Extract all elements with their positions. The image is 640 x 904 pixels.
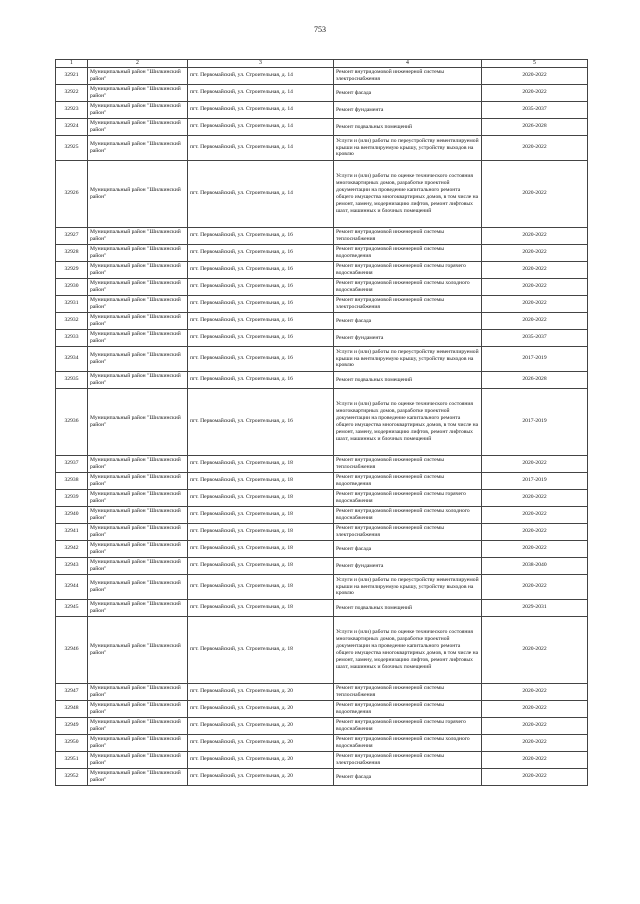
- period-cell: 2017-2019: [482, 347, 588, 372]
- period-cell: 2020-2022: [482, 262, 588, 279]
- address-cell: пгт. Первомайский, ул. Строительная, д. 16: [188, 262, 334, 279]
- period-cell: 2026-2028: [482, 372, 588, 389]
- record-number: 32923: [56, 102, 88, 119]
- record-number: 32929: [56, 262, 88, 279]
- period-cell: 2017-2019: [482, 389, 588, 456]
- municipality-cell: Муниципальный район "Шилкинский район": [88, 752, 188, 769]
- header-row: [56, 60, 588, 68]
- table-row: [56, 684, 588, 701]
- table-row: [56, 718, 588, 735]
- record-number: 32951: [56, 752, 88, 769]
- record-number: 32941: [56, 524, 88, 541]
- period-cell: 2020-2022: [482, 769, 588, 786]
- period-cell: 2020-2022: [482, 507, 588, 524]
- period-cell: 2020-2022: [482, 68, 588, 85]
- record-number: 32928: [56, 245, 88, 262]
- table-row: [56, 372, 588, 389]
- table-row: [56, 313, 588, 330]
- period-cell: 2020-2022: [482, 684, 588, 701]
- municipality-cell: Муниципальный район "Шилкинский район": [88, 262, 188, 279]
- work-type-cell: Услуги и (или) работы по оценке технического состояния многоквартирных домов, разработке проектной документации на проведение капитального ремонта общего имущества многоквартирных домов, в том числе на ремонт, замену, модернизацию лифтов, ремонт лифтовых шахт, машинных и блочных помещений: [334, 161, 482, 228]
- record-number: 32935: [56, 372, 88, 389]
- work-type-cell: Ремонт фасада: [334, 769, 482, 786]
- record-number: 32926: [56, 161, 88, 228]
- period-cell: 2020-2022: [482, 245, 588, 262]
- work-type-cell: Ремонт фундамента: [334, 558, 482, 575]
- record-number: 32939: [56, 490, 88, 507]
- period-cell: 2020-2022: [482, 490, 588, 507]
- work-type-cell: Ремонт внутридомовой инженерной системы электроснабжения: [334, 68, 482, 85]
- table-body: [56, 68, 588, 786]
- record-number: 32949: [56, 718, 88, 735]
- work-type-cell: Ремонт внутридомовой инженерной системы электроснабжения: [334, 524, 482, 541]
- address-cell: пгт. Первомайский, ул. Строительная, д. 14: [188, 85, 334, 102]
- municipality-cell: Муниципальный район "Шилкинский район": [88, 372, 188, 389]
- register-table: [55, 59, 588, 786]
- period-cell: 2020-2022: [482, 279, 588, 296]
- address-cell: пгт. Первомайский, ул. Строительная, д. 18: [188, 473, 334, 490]
- table-row: [56, 769, 588, 786]
- municipality-cell: Муниципальный район "Шилкинский район": [88, 389, 188, 456]
- record-number: 32932: [56, 313, 88, 330]
- record-number: 32948: [56, 701, 88, 718]
- period-cell: 2020-2022: [482, 541, 588, 558]
- address-cell: пгт. Первомайский, ул. Строительная, д. 18: [188, 541, 334, 558]
- work-type-cell: Ремонт внутридомовой инженерной системы электроснабжения: [334, 752, 482, 769]
- address-cell: пгт. Первомайский, ул. Строительная, д. 16: [188, 313, 334, 330]
- table-row: [56, 330, 588, 347]
- record-number: 32927: [56, 228, 88, 245]
- record-number: 32937: [56, 456, 88, 473]
- municipality-cell: Муниципальный район "Шилкинский район": [88, 490, 188, 507]
- address-cell: пгт. Первомайский, ул. Строительная, д. 16: [188, 279, 334, 296]
- municipality-cell: Муниципальный район "Шилкинский район": [88, 102, 188, 119]
- municipality-cell: Муниципальный район "Шилкинский район": [88, 558, 188, 575]
- municipality-cell: Муниципальный район "Шилкинский район": [88, 617, 188, 684]
- address-cell: пгт. Первомайский, ул. Строительная, д. 18: [188, 507, 334, 524]
- period-cell: 2029-2031: [482, 600, 588, 617]
- municipality-cell: Муниципальный район "Шилкинский район": [88, 735, 188, 752]
- table-row: [56, 752, 588, 769]
- work-type-cell: Ремонт фундамента: [334, 102, 482, 119]
- municipality-cell: Муниципальный район "Шилкинский район": [88, 68, 188, 85]
- record-number: 32943: [56, 558, 88, 575]
- table-row: [56, 507, 588, 524]
- record-number: 32934: [56, 347, 88, 372]
- work-type-cell: Ремонт подвальных помещений: [334, 119, 482, 136]
- address-cell: пгт. Первомайский, ул. Строительная, д. 18: [188, 575, 334, 600]
- record-number: 32940: [56, 507, 88, 524]
- table-row: [56, 296, 588, 313]
- table-row: [56, 228, 588, 245]
- address-cell: пгт. Первомайский, ул. Строительная, д. 20: [188, 735, 334, 752]
- address-cell: пгт. Первомайский, ул. Строительная, д. 18: [188, 490, 334, 507]
- table-row: [56, 701, 588, 718]
- work-type-cell: Ремонт внутридомовой инженерной системы водоотведения: [334, 701, 482, 718]
- address-cell: пгт. Первомайский, ул. Строительная, д. 14: [188, 136, 334, 161]
- period-cell: 2020-2022: [482, 735, 588, 752]
- municipality-cell: Муниципальный район "Шилкинский район": [88, 718, 188, 735]
- table-row: [56, 524, 588, 541]
- table-row: [56, 279, 588, 296]
- address-cell: пгт. Первомайский, ул. Строительная, д. 20: [188, 752, 334, 769]
- work-type-cell: Ремонт внутридомовой инженерной системы холодного водоснабжения: [334, 735, 482, 752]
- work-type-cell: Услуги и (или) работы по оценке технического состояния многоквартирных домов, разработке проектной документации на проведение капитального ремонта общего имущества многоквартирных домов, в том числе на ремонт, замену, модернизацию лифтов, ремонт лифтовых шахт, машинных и блочных помещений: [334, 617, 482, 684]
- address-cell: пгт. Первомайский, ул. Строительная, д. 16: [188, 245, 334, 262]
- work-type-cell: Ремонт внутридомовой инженерной системы холодного водоснабжения: [334, 507, 482, 524]
- record-number: 32952: [56, 769, 88, 786]
- record-number: 32931: [56, 296, 88, 313]
- work-type-cell: Ремонт внутридомовой инженерной системы электроснабжения: [334, 296, 482, 313]
- period-cell: 2020-2022: [482, 718, 588, 735]
- work-type-cell: Ремонт фасада: [334, 313, 482, 330]
- address-cell: пгт. Первомайский, ул. Строительная, д. 16: [188, 372, 334, 389]
- page-number: 753: [314, 25, 326, 34]
- table-row: [56, 575, 588, 600]
- table-row: [56, 161, 588, 228]
- record-number: 32945: [56, 600, 88, 617]
- municipality-cell: Муниципальный район "Шилкинский район": [88, 161, 188, 228]
- municipality-cell: Муниципальный район "Шилкинский район": [88, 684, 188, 701]
- work-type-cell: Ремонт внутридомовой инженерной системы горячего водоснабжения: [334, 718, 482, 735]
- municipality-cell: Муниципальный район "Шилкинский район": [88, 473, 188, 490]
- period-cell: 2020-2022: [482, 136, 588, 161]
- table-row: [56, 389, 588, 456]
- address-cell: пгт. Первомайский, ул. Строительная, д. 16: [188, 389, 334, 456]
- record-number: 32938: [56, 473, 88, 490]
- record-number: 32936: [56, 389, 88, 456]
- record-number: 32933: [56, 330, 88, 347]
- column-header: 1: [56, 60, 88, 68]
- period-cell: 2020-2022: [482, 313, 588, 330]
- address-cell: пгт. Первомайский, ул. Строительная, д. 14: [188, 68, 334, 85]
- period-cell: 2020-2022: [482, 524, 588, 541]
- municipality-cell: Муниципальный район "Шилкинский район": [88, 701, 188, 718]
- table-row: [56, 102, 588, 119]
- work-type-cell: Ремонт внутридомовой инженерной системы горячего водоснабжения: [334, 490, 482, 507]
- period-cell: 2020-2022: [482, 752, 588, 769]
- period-cell: 2035-2037: [482, 330, 588, 347]
- address-cell: пгт. Первомайский, ул. Строительная, д. 16: [188, 296, 334, 313]
- table-row: [56, 473, 588, 490]
- column-header: 4: [334, 60, 482, 68]
- municipality-cell: Муниципальный район "Шилкинский район": [88, 347, 188, 372]
- period-cell: 2038-2040: [482, 558, 588, 575]
- period-cell: 2020-2022: [482, 228, 588, 245]
- work-type-cell: Услуги и (или) работы по переустройству невентилируемой крыши на вентилируемую крышу, устройству выходов на кровлю: [334, 347, 482, 372]
- period-cell: 2020-2022: [482, 161, 588, 228]
- address-cell: пгт. Первомайский, ул. Строительная, д. 18: [188, 617, 334, 684]
- column-header: 2: [88, 60, 188, 68]
- column-header: 5: [482, 60, 588, 68]
- period-cell: 2026-2028: [482, 119, 588, 136]
- municipality-cell: Муниципальный район "Шилкинский район": [88, 119, 188, 136]
- record-number: 32942: [56, 541, 88, 558]
- address-cell: пгт. Первомайский, ул. Строительная, д. 18: [188, 600, 334, 617]
- address-cell: пгт. Первомайский, ул. Строительная, д. 14: [188, 102, 334, 119]
- municipality-cell: Муниципальный район "Шилкинский район": [88, 85, 188, 102]
- period-cell: 2020-2022: [482, 296, 588, 313]
- address-cell: пгт. Первомайский, ул. Строительная, д. 14: [188, 119, 334, 136]
- work-type-cell: Ремонт внутридомовой инженерной системы теплоснабжения: [334, 684, 482, 701]
- column-header: 3: [188, 60, 334, 68]
- municipality-cell: Муниципальный район "Шилкинский район": [88, 541, 188, 558]
- work-type-cell: Ремонт подвальных помещений: [334, 372, 482, 389]
- table-row: [56, 456, 588, 473]
- record-number: 32944: [56, 575, 88, 600]
- municipality-cell: Муниципальный район "Шилкинский район": [88, 575, 188, 600]
- municipality-cell: Муниципальный район "Шилкинский район": [88, 296, 188, 313]
- municipality-cell: Муниципальный район "Шилкинский район": [88, 524, 188, 541]
- table-row: [56, 136, 588, 161]
- work-type-cell: Ремонт внутридомовой инженерной системы водоотведения: [334, 245, 482, 262]
- table-row: [56, 735, 588, 752]
- address-cell: пгт. Первомайский, ул. Строительная, д. 20: [188, 701, 334, 718]
- record-number: 32924: [56, 119, 88, 136]
- period-cell: 2017-2019: [482, 473, 588, 490]
- table-row: [56, 617, 588, 684]
- table-row: [56, 119, 588, 136]
- municipality-cell: Муниципальный район "Шилкинский район": [88, 769, 188, 786]
- table-row: [56, 600, 588, 617]
- work-type-cell: Ремонт фасада: [334, 541, 482, 558]
- work-type-cell: Услуги и (или) работы по переустройству невентилируемой крыши на вентилируемую крышу, устройству выходов на кровлю: [334, 136, 482, 161]
- period-cell: 2020-2022: [482, 617, 588, 684]
- work-type-cell: Ремонт подвальных помещений: [334, 600, 482, 617]
- record-number: 32922: [56, 85, 88, 102]
- municipality-cell: Муниципальный район "Шилкинский район": [88, 507, 188, 524]
- address-cell: пгт. Первомайский, ул. Строительная, д. 20: [188, 769, 334, 786]
- work-type-cell: Ремонт внутридомовой инженерной системы холодного водоснабжения: [334, 279, 482, 296]
- record-number: 32921: [56, 68, 88, 85]
- table-row: [56, 85, 588, 102]
- record-number: 32947: [56, 684, 88, 701]
- address-cell: пгт. Первомайский, ул. Строительная, д. 18: [188, 558, 334, 575]
- address-cell: пгт. Первомайский, ул. Строительная, д. 16: [188, 330, 334, 347]
- address-cell: пгт. Первомайский, ул. Строительная, д. 14: [188, 161, 334, 228]
- period-cell: 2020-2022: [482, 701, 588, 718]
- municipality-cell: Муниципальный район "Шилкинский район": [88, 330, 188, 347]
- address-cell: пгт. Первомайский, ул. Строительная, д. 18: [188, 524, 334, 541]
- table-row: [56, 541, 588, 558]
- table-row: [56, 262, 588, 279]
- municipality-cell: Муниципальный район "Шилкинский район": [88, 228, 188, 245]
- table-row: [56, 490, 588, 507]
- period-cell: 2020-2022: [482, 85, 588, 102]
- work-type-cell: Ремонт внутридомовой инженерной системы водоотведения: [334, 473, 482, 490]
- work-type-cell: Ремонт внутридомовой инженерной системы горячего водоснабжения: [334, 262, 482, 279]
- record-number: 32925: [56, 136, 88, 161]
- work-type-cell: Ремонт внутридомовой инженерной системы теплоснабжения: [334, 456, 482, 473]
- municipality-cell: Муниципальный район "Шилкинский район": [88, 245, 188, 262]
- work-type-cell: Ремонт фундамента: [334, 330, 482, 347]
- table-row: [56, 347, 588, 372]
- table-row: [56, 68, 588, 85]
- municipality-cell: Муниципальный район "Шилкинский район": [88, 136, 188, 161]
- municipality-cell: Муниципальный район "Шилкинский район": [88, 313, 188, 330]
- address-cell: пгт. Первомайский, ул. Строительная, д. 20: [188, 718, 334, 735]
- period-cell: 2020-2022: [482, 575, 588, 600]
- address-cell: пгт. Первомайский, ул. Строительная, д. 18: [188, 456, 334, 473]
- period-cell: 2035-2037: [482, 102, 588, 119]
- work-type-cell: Услуги и (или) работы по оценке технического состояния многоквартирных домов, разработке проектной документации на проведение капитального ремонта общего имущества многоквартирных домов, в том числе на ремонт, замену, модернизацию лифтов, ремонт лифтовых шахт, машинных и блочных помещений: [334, 389, 482, 456]
- municipality-cell: Муниципальный район "Шилкинский район": [88, 279, 188, 296]
- address-cell: пгт. Первомайский, ул. Строительная, д. 16: [188, 347, 334, 372]
- period-cell: 2020-2022: [482, 456, 588, 473]
- table-row: [56, 558, 588, 575]
- record-number: 32946: [56, 617, 88, 684]
- address-cell: пгт. Первомайский, ул. Строительная, д. 20: [188, 684, 334, 701]
- work-type-cell: Услуги и (или) работы по переустройству невентилируемой крыши на вентилируемую крышу, устройству выходов на кровлю: [334, 575, 482, 600]
- table-row: [56, 245, 588, 262]
- municipality-cell: Муниципальный район "Шилкинский район": [88, 456, 188, 473]
- work-type-cell: Ремонт внутридомовой инженерной системы теплоснабжения: [334, 228, 482, 245]
- municipality-cell: Муниципальный район "Шилкинский район": [88, 600, 188, 617]
- address-cell: пгт. Первомайский, ул. Строительная, д. 16: [188, 228, 334, 245]
- record-number: 32930: [56, 279, 88, 296]
- record-number: 32950: [56, 735, 88, 752]
- work-type-cell: Ремонт фасада: [334, 85, 482, 102]
